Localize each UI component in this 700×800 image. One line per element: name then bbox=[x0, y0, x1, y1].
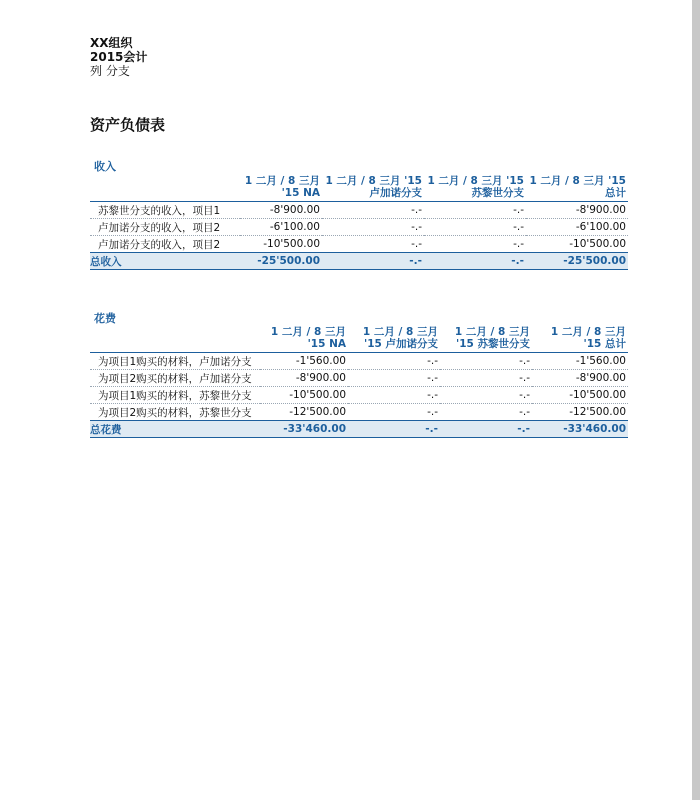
expenses-section-label: 花费 bbox=[94, 312, 116, 325]
cell-lugano: -.- bbox=[348, 387, 440, 404]
cell-lugano: -.- bbox=[348, 404, 440, 421]
cell-lugano: -.- bbox=[348, 353, 440, 370]
cell-zurich: -.- bbox=[440, 387, 532, 404]
cell-zurich: -.- bbox=[424, 202, 526, 219]
cell-na: -8'900.00 bbox=[240, 202, 322, 219]
row-label: 为项目1购买的材料，卢加诺分支 bbox=[90, 353, 260, 370]
income-table bbox=[90, 175, 628, 270]
organization-name: XX组织 bbox=[90, 36, 133, 50]
cell-lugano: -.- bbox=[322, 236, 424, 253]
cell-zurich: -.- bbox=[440, 370, 532, 387]
income-col-zurich: 1 二月 / 8 三月 '15 苏黎世分支 bbox=[424, 175, 526, 202]
row-label: 为项目1购买的材料，苏黎世分支 bbox=[90, 387, 260, 404]
cell-zurich: -.- bbox=[440, 404, 532, 421]
table-row bbox=[90, 353, 628, 370]
total-zurich: -.- bbox=[424, 253, 526, 270]
cell-zurich: -.- bbox=[424, 219, 526, 236]
cell-total: -12'500.00 bbox=[532, 404, 628, 421]
income-col-lugano: 1 二月 / 8 三月 '15 卢加诺分支 bbox=[322, 175, 424, 202]
row-label: 为项目2购买的材料，卢加诺分支 bbox=[90, 370, 260, 387]
table-row bbox=[90, 387, 628, 404]
cell-na: -8'900.00 bbox=[260, 370, 348, 387]
accounting-name: 2015会计 bbox=[90, 50, 148, 64]
report-title: 资产负债表 bbox=[90, 116, 166, 134]
expenses-col-lugano: 1 二月 / 8 三月 '15 卢加诺分支 bbox=[348, 326, 440, 353]
total-total: -25'500.00 bbox=[526, 253, 628, 270]
expenses-col-na: 1 二月 / 8 三月 '15 NA bbox=[260, 326, 348, 353]
report-header bbox=[90, 36, 147, 78]
total-zurich: -.- bbox=[440, 421, 532, 438]
table-row bbox=[90, 236, 628, 253]
cell-total: -10'500.00 bbox=[532, 387, 628, 404]
expenses-col-zurich: 1 二月 / 8 三月 '15 苏黎世分支 bbox=[440, 326, 532, 353]
cell-lugano: -.- bbox=[322, 219, 424, 236]
table-row bbox=[90, 370, 628, 387]
cell-zurich: -.- bbox=[440, 353, 532, 370]
total-na: -25'500.00 bbox=[240, 253, 322, 270]
expenses-total-row bbox=[90, 421, 628, 438]
cell-total: -1'560.00 bbox=[532, 353, 628, 370]
expenses-header-row bbox=[90, 326, 628, 353]
income-col-total: 1 二月 / 8 三月 '15 总计 bbox=[526, 175, 628, 202]
total-lugano: -.- bbox=[348, 421, 440, 438]
total-label: 总收入 bbox=[90, 253, 240, 270]
total-lugano: -.- bbox=[322, 253, 424, 270]
cell-zurich: -.- bbox=[424, 236, 526, 253]
cell-total: -8'900.00 bbox=[532, 370, 628, 387]
income-total-row bbox=[90, 253, 628, 270]
total-label: 总花费 bbox=[90, 421, 260, 438]
cell-lugano: -.- bbox=[348, 370, 440, 387]
expenses-table bbox=[90, 326, 628, 438]
cell-na: -10'500.00 bbox=[240, 236, 322, 253]
total-na: -33'460.00 bbox=[260, 421, 348, 438]
row-label: 卢加诺分支的收入，项目2 bbox=[90, 219, 240, 236]
income-section-label: 收入 bbox=[94, 160, 116, 173]
row-label: 为项目2购买的材料，苏黎世分支 bbox=[90, 404, 260, 421]
expenses-header-label bbox=[90, 326, 260, 353]
table-row bbox=[90, 404, 628, 421]
cell-total: -10'500.00 bbox=[526, 236, 628, 253]
report-subtitle: 列 分支 bbox=[90, 64, 130, 78]
row-label: 卢加诺分支的收入，项目2 bbox=[90, 236, 240, 253]
table-row bbox=[90, 219, 628, 236]
cell-na: -1'560.00 bbox=[260, 353, 348, 370]
row-label: 苏黎世分支的收入，项目1 bbox=[90, 202, 240, 219]
cell-total: -8'900.00 bbox=[526, 202, 628, 219]
cell-na: -12'500.00 bbox=[260, 404, 348, 421]
cell-na: -6'100.00 bbox=[240, 219, 322, 236]
cell-lugano: -.- bbox=[322, 202, 424, 219]
income-header-row bbox=[90, 175, 628, 202]
cell-na: -10'500.00 bbox=[260, 387, 348, 404]
cell-total: -6'100.00 bbox=[526, 219, 628, 236]
income-col-na: 1 二月 / 8 三月 '15 NA bbox=[240, 175, 322, 202]
expenses-col-total: 1 二月 / 8 三月 '15 总计 bbox=[532, 326, 628, 353]
total-total: -33'460.00 bbox=[532, 421, 628, 438]
vertical-scrollbar[interactable] bbox=[692, 0, 700, 800]
income-header-label bbox=[90, 175, 240, 202]
table-row bbox=[90, 202, 628, 219]
